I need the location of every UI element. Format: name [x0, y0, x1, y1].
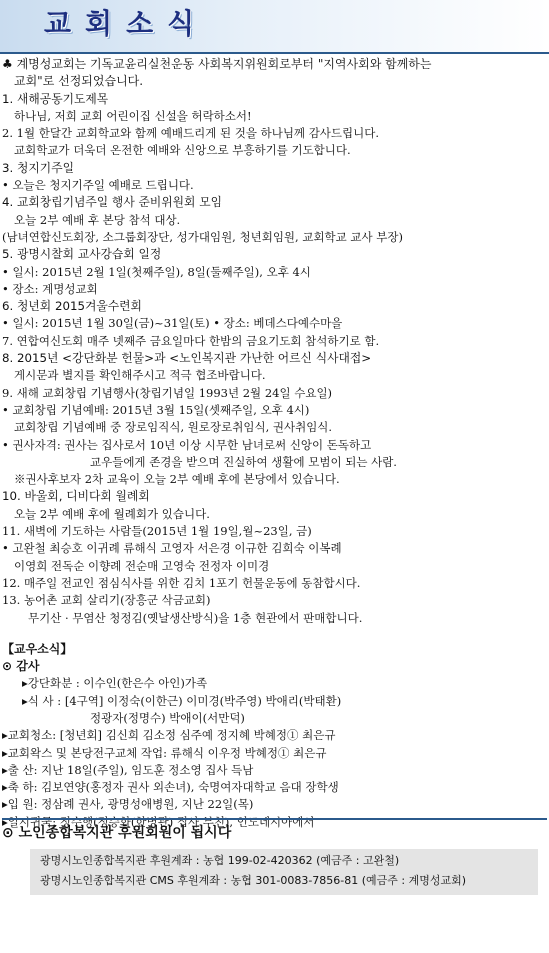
- thanks-heading: ⊙ 감사: [2, 659, 40, 674]
- item-bullet: • 일시: 2015년 2월 1일(첫째주일), 8일(둘째주일), 오후 4시: [2, 264, 311, 279]
- item-heading: 6. 청년회 2015겨울수련회: [2, 299, 142, 314]
- item-heading: 5. 광명시찰회 교사강습회 일정: [2, 247, 162, 262]
- kyowoo-line: ▸식 사 : [4구역] 이정숙(이한근) 이미경(박주영) 박애리(박태환): [22, 693, 342, 708]
- item-text: (남녀연합신도회장, 소그룹회장단, 성가대임원, 청년회임원, 교회학교 교사 부장): [2, 229, 404, 244]
- item-heading: 7. 연합여신도회 매주 넷째주 금요일마다 한밤의 금요기도회 참석하기로 함.: [2, 333, 380, 348]
- item-text: 교우들에게 존경을 받으며 진실하여 생활에 모범이 되는 사람.: [90, 454, 397, 469]
- support-account-line: 광명시노인종합복지관 후원계좌 : 농협 199-02-420362 (예금주 : 고완철): [40, 854, 400, 867]
- item-text: 오늘 2부 예배 후에 월례회가 있습니다.: [14, 506, 210, 521]
- item-text: 이영희 전독순 이향례 전순매 고영숙 전정자 이미경: [14, 558, 270, 573]
- kyowoo-line: ▸일시귀국: 정수행(정승화(한병관) 집사 부친), 인도네시아에서: [2, 814, 315, 829]
- page-title: 교회소식: [44, 7, 209, 40]
- item-heading: 13. 농어촌 교회 살리기(장흥군 삭금교회): [2, 593, 211, 608]
- item-heading: 4. 교회창립기념주일 행사 준비위원회 모임: [2, 195, 222, 210]
- item-text: 무기산 · 무염산 청정김(옛날생산방식)을 1층 현관에서 판매합니다.: [28, 610, 363, 625]
- kyowoo-line: ▸출 산: 지난 18일(주일), 임도훈 정소영 집사 득남: [2, 762, 254, 777]
- item-text: 게시문과 별지를 확인해주시고 적극 협조바랍니다.: [14, 368, 266, 383]
- intro-line: 교회"로 선정되었습니다.: [14, 74, 144, 89]
- item-heading: 8. 2015년 <강단화분 헌물>과 <노인복지관 가난한 어르신 식사대접>: [2, 351, 372, 366]
- kyowoo-line: 정광자(정명수) 박애이(서만덕): [90, 710, 245, 725]
- item-text: 교회창립 기념예배 중 장로임직식, 원로장로취임식, 권사취임식.: [14, 420, 333, 435]
- item-bullet: • 오늘은 청지기주일 예배로 드립니다.: [2, 178, 194, 193]
- header-banner: [0, 0, 549, 54]
- intro-line: ♣ 계명성교회는 기독교윤리실천운동 사회복지위원회로부터 "지역사회와 함께하는: [2, 57, 432, 71]
- item-text: 하나님, 저희 교회 어린이집 신설을 허락하소서!: [14, 108, 252, 123]
- news-content: [2, 56, 547, 831]
- item-text: 교회학교가 더욱더 온전한 예배와 신앙으로 부흥하기를 기도합니다.: [14, 143, 351, 158]
- item-note: ※권사후보자 2차 교육이 오늘 2부 예배 후에 본당에서 있습니다.: [14, 472, 340, 487]
- item-heading: 11. 새벽에 기도하는 사람들(2015년 1월 19일,월~23일, 금): [2, 524, 312, 539]
- support-account-box: [30, 849, 538, 895]
- item-bullet: • 일시: 2015년 1월 30일(금)~31일(토) • 장소: 베데스다예수마을: [2, 316, 343, 331]
- item-heading: 3. 청지기주일: [2, 160, 74, 175]
- item-bullet: • 고완철 최승호 이귀례 류해식 고영자 서은경 이규한 김희숙 이복례: [2, 541, 342, 556]
- item-heading: 2. 1월 한달간 교회학교와 함께 예배드리게 된 것을 하나님께 감사드립니다.: [2, 126, 380, 141]
- kyowoo-line: ▸교회청소: [청년회] 김신희 김소정 심주예 정지혜 박혜정① 최은규: [2, 728, 336, 743]
- item-heading: 1. 새해공동기도제목: [2, 91, 109, 106]
- kyowoo-line: ▸축 하: 김보연양(홍정자 권사 외손녀), 숙명여자대학교 음대 장학생: [2, 780, 339, 795]
- item-text: 오늘 2부 예배 후 본당 참석 대상.: [14, 212, 181, 227]
- kyowoo-line: ▸교회왁스 및 본당전구교체 작업: 류해식 이우정 박혜정① 최은규: [2, 745, 327, 760]
- kyowoo-heading: 【교우소식】: [2, 641, 73, 656]
- item-bullet: • 권사자격: 권사는 집사로서 10년 이상 시무한 남녀로써 신앙이 돈독하고: [2, 437, 372, 452]
- kyowoo-line: ▸입 원: 정삼례 권사, 광명성애병원, 지난 22일(목): [2, 797, 254, 812]
- item-bullet: • 장소: 계명성교회: [2, 281, 98, 296]
- support-account-line: 광명시노인종합복지관 CMS 후원계좌 : 농협 301-0083-7856-81 (예금주 : 계명성교회): [40, 874, 467, 887]
- item-heading: 12. 매주일 전교인 점심식사를 위한 김치 1포기 헌물운동에 동참합시다.: [2, 575, 361, 590]
- support-title: ⊙ 노인종합복지관 후원회원이 됩시다: [2, 818, 547, 846]
- item-heading: 10. 바울회, 디비다회 월례회: [2, 489, 150, 504]
- item-bullet: • 교회창립 기념예배: 2015년 3월 15일(셋째주일, 오후 4시): [2, 402, 310, 417]
- kyowoo-line: ▸강단화분 : 이수인(한은수 아인)가족: [22, 676, 208, 691]
- item-heading: 9. 새해 교회창립 기념행사(창립기념일 1993년 2월 24일 수요일): [2, 385, 333, 400]
